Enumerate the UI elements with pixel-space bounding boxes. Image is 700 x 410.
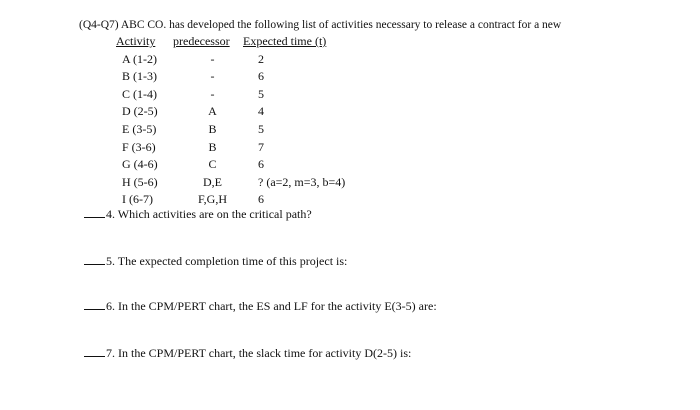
predecessor-cell: - <box>210 86 215 101</box>
activity-cell: G (4-6) <box>122 157 158 172</box>
predecessor-cell: D,E <box>203 174 222 189</box>
activity-table <box>116 33 345 209</box>
table-row <box>116 174 345 192</box>
time-cell: 6 <box>258 192 264 207</box>
activity-cell: I (6-7) <box>122 192 153 207</box>
question-4-text: 4. Which activities are on the critical path? <box>106 207 312 221</box>
table-row <box>116 139 345 157</box>
predecessor-cell: - <box>210 69 215 84</box>
answer-blank[interactable] <box>84 347 105 357</box>
header-expected-time: Expected time (t) <box>243 34 327 48</box>
header-predecessor: predecessor <box>173 34 230 48</box>
question-7-text: 7. In the CPM/PERT chart, the slack time for activity D(2-5) is: <box>106 346 412 360</box>
question-6 <box>84 299 437 314</box>
activity-cell: D (2-5) <box>122 104 158 119</box>
activity-cell: A (1-2) <box>122 51 157 66</box>
answer-blank[interactable] <box>84 300 105 310</box>
activity-cell: E (3-5) <box>122 121 157 136</box>
predecessor-cell: A <box>208 104 217 119</box>
table-row <box>116 103 345 121</box>
answer-blank[interactable] <box>84 255 105 265</box>
time-cell: 6 <box>258 69 264 84</box>
header-activity: Activity <box>116 34 156 48</box>
time-cell: 2 <box>258 51 264 66</box>
predecessor-cell: - <box>210 51 215 66</box>
table-row <box>116 86 345 104</box>
table-header-row <box>116 33 345 51</box>
activity-cell: F (3-6) <box>122 139 156 154</box>
activity-cell: H (5-6) <box>122 174 158 189</box>
question-5 <box>84 254 347 269</box>
time-cell: ? (a=2, m=3, b=4) <box>258 174 346 189</box>
predecessor-cell: B <box>208 139 217 154</box>
predecessor-cell: F,G,H <box>197 192 228 207</box>
predecessor-cell: C <box>208 157 217 172</box>
table-row <box>116 121 345 139</box>
question-6-text: 6. In the CPM/PERT chart, the ES and LF for the activity E(3-5) are: <box>106 299 437 313</box>
time-cell: 4 <box>258 104 264 119</box>
table-row <box>116 51 345 69</box>
answer-blank[interactable] <box>84 208 105 218</box>
time-cell: 7 <box>258 139 264 154</box>
intro-text: (Q4-Q7) ABC CO. has developed the following list of activities necessary to release a contract for a new <box>79 19 562 31</box>
table-row <box>116 68 345 86</box>
question-7 <box>84 346 411 361</box>
activity-cell: C (1-4) <box>122 86 157 101</box>
predecessor-cell: B <box>208 121 217 136</box>
question-5-text: 5. The expected completion time of this project is: <box>106 254 348 268</box>
question-4 <box>84 207 312 222</box>
activity-cell: B (1-3) <box>122 69 157 84</box>
time-cell: 5 <box>258 121 264 136</box>
time-cell: 5 <box>258 86 264 101</box>
time-cell: 6 <box>258 157 264 172</box>
table-row <box>116 156 345 174</box>
